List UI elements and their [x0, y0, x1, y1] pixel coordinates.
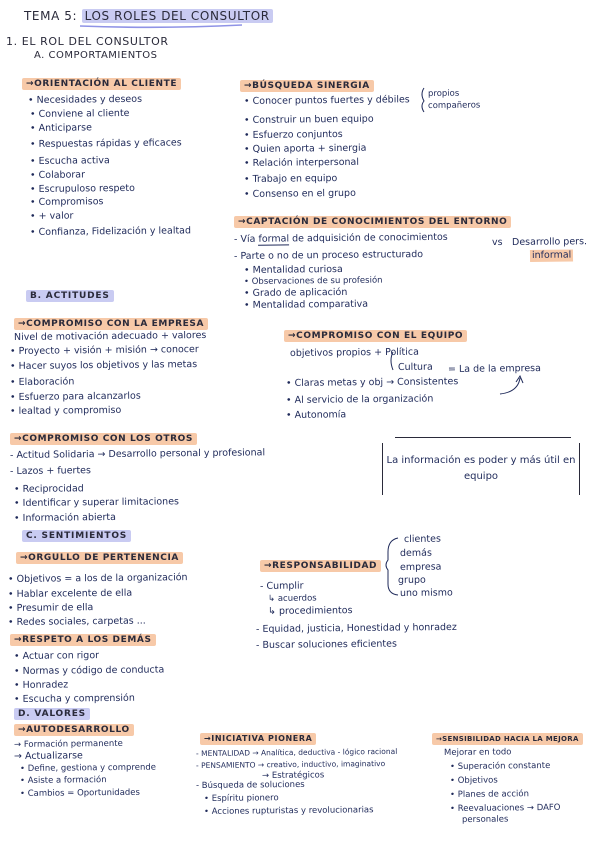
- section-b-title: B. ACTITUDES: [26, 290, 114, 302]
- busqueda-header: →BÚSQUEDA SINERGIA: [240, 80, 374, 92]
- brace-label: empresa: [399, 561, 442, 573]
- list-item: - Buscar soluciones eficientes: [255, 638, 397, 651]
- list-item: • Reciprocidad: [13, 483, 84, 495]
- list-item: ↳ acuerdos: [267, 593, 317, 604]
- list-item: • Autonomía: [285, 409, 347, 421]
- list-item: • Identificar y superar limitaciones: [13, 496, 180, 509]
- list-item: • + valor: [29, 210, 74, 222]
- comp-equipo-header: →COMPROMISO CON EL EQUIPO: [284, 330, 467, 342]
- brace-label: compañeros: [427, 100, 481, 111]
- comp-empresa-header: →COMPROMISO CON LA EMPRESA: [14, 318, 208, 330]
- list-item: • Grado de aplicación: [243, 286, 348, 299]
- list-item: • Esfuerzo conjuntos: [243, 128, 343, 141]
- list-item: • Consenso en el grupo: [243, 187, 356, 200]
- section-d-title: D. VALORES: [14, 708, 90, 720]
- captacion-vs: vs: [491, 236, 503, 248]
- list-item: • Honradez: [13, 679, 69, 691]
- list-item: personales: [461, 814, 509, 825]
- list-item: • Cambios = Oportunidades: [19, 787, 141, 799]
- brace-label: clientes: [403, 533, 441, 545]
- list-item: • Escrupuloso respeto: [29, 182, 135, 195]
- list-item: • Mentalidad comparativa: [243, 298, 369, 311]
- list-item: • Relación interpersonal: [243, 156, 360, 169]
- list-item: • lealtad y compromiso: [9, 404, 122, 417]
- list-item: Nivel de motivación adecuado + valores: [13, 329, 207, 343]
- responsabilidad-header: →RESPONSABILIDAD: [260, 560, 381, 572]
- list-item: • Esfuerzo para alcanzarlos: [9, 390, 141, 403]
- list-item: • Quien aporta + sinergia: [243, 142, 367, 155]
- captacion-desarrollo: Desarrollo pers.: [511, 236, 588, 248]
- comp-otros-line2: - Lazos + fuertes: [9, 465, 92, 477]
- captacion-header: →CAPTACIÓN DE CONOCIMIENTOS DEL ENTORNO: [234, 216, 511, 228]
- list-item: • Reevaluaciones → DAFO: [449, 802, 561, 814]
- section-c-title: C. SENTIMIENTOS: [22, 530, 131, 542]
- list-item: • Espíritu pionero: [203, 793, 279, 804]
- list-item: • Elaboración: [9, 376, 75, 388]
- list-item: • Normas y código de conducta: [13, 664, 165, 677]
- brace-cultura: [391, 352, 393, 370]
- comp-otros-header: →COMPROMISO CON LOS OTROS: [10, 433, 197, 445]
- list-item: • Conocer puntos fuertes y débiles: [243, 94, 410, 107]
- captacion-adq: de adquisición de conocimientos: [292, 231, 448, 245]
- brace-responsabilidad: [386, 538, 398, 595]
- brace-label: demás: [399, 547, 432, 559]
- list-item: • Hablar excelente de ella: [7, 587, 133, 600]
- list-item: • Confianza, Fidelización y lealtad: [29, 225, 192, 238]
- list-item: • Escucha activa: [29, 155, 110, 167]
- autodesarrollo-header: →AUTODESARROLLO: [14, 724, 134, 736]
- captacion-line2: - Parte o no de un proceso estructurado: [233, 249, 424, 262]
- section-1-title: 1. EL ROL DEL CONSULTOR: [6, 35, 169, 48]
- title-prefix: TEMA 5:: [24, 9, 78, 23]
- sensibilidad-header: →SENSIBILIDAD HACIA LA MEJORA: [432, 733, 583, 745]
- respeto-header: →RESPETO A LOS DEMÁS: [10, 634, 156, 646]
- list-item: • Acciones rupturistas y revolucionarias: [203, 805, 374, 817]
- list-item: • Información abierta: [13, 511, 116, 524]
- list-item: → Formación permanente: [13, 738, 123, 750]
- comp-equipo-eq: = La de la empresa: [447, 363, 541, 375]
- orgullo-header: →ORGULLO DE PERTENENCIA: [16, 552, 183, 564]
- comp-otros-line1: - Actitud Solidaria → Desarrollo personal y profesional: [9, 447, 266, 461]
- list-item: → Estratégicos: [261, 770, 325, 781]
- list-item: • Necesidades y deseos: [27, 93, 143, 106]
- comp-equipo-obj: objetivos propios + Política: [289, 346, 420, 359]
- title-underline: [80, 25, 242, 27]
- list-item: - Búsqueda de soluciones: [195, 779, 305, 791]
- captacion-informal: informal: [530, 250, 573, 262]
- list-item: Mejorar en todo: [443, 747, 512, 758]
- iniciativa-header: →INICIATIVA PIONERA: [200, 733, 316, 745]
- list-item: • Hacer suyos los objetivos y las metas: [9, 359, 198, 372]
- brace-propios: [422, 88, 424, 112]
- orientacion-header: →ORIENTACIÓN AL CLIENTE: [22, 78, 181, 90]
- list-item: • Claras metas y obj → Consistentes: [285, 376, 459, 389]
- list-item: • Mentalidad curiosa: [243, 263, 343, 276]
- list-item: • Objetivos: [449, 775, 498, 786]
- list-item: • Escucha y comprensión: [13, 692, 135, 705]
- list-item: • Planes de acción: [449, 789, 530, 800]
- comp-equipo-cultura: Cultura: [397, 361, 433, 373]
- list-item: • Asiste a formación: [19, 775, 107, 786]
- list-item: - MENTALIDAD → Analítica, deductiva - lógico racional: [195, 746, 398, 758]
- list-item: • Construir un buen equipo: [243, 113, 374, 126]
- list-item: • Anticiparse: [29, 122, 92, 134]
- list-item: ↳ procedimientos: [267, 605, 353, 617]
- list-item: • Proyecto + visión + misión → conocer: [9, 344, 199, 357]
- brace-label: grupo: [397, 574, 426, 586]
- quote-text: La información es poder y más útil en equipo: [386, 455, 576, 482]
- title-highlight: LOS ROLES DEL CONSULTOR: [82, 9, 273, 23]
- list-item: • Objetivos = a los de la organización: [7, 572, 188, 585]
- list-item: • Redes sociales, carpetas ...: [7, 615, 146, 628]
- list-item: • Conviene al cliente: [29, 107, 130, 120]
- list-item: → Actualizarse: [13, 750, 83, 762]
- list-item: • Presumir de ella: [7, 602, 94, 614]
- list-item: • Actuar con rigor: [13, 650, 100, 662]
- list-item: - Cumplir: [259, 580, 304, 592]
- list-item: • Colaborar: [29, 169, 86, 181]
- captacion-via: - Vía: [233, 233, 256, 245]
- list-item: - Equidad, justicia, Honestidad y honradez: [255, 621, 457, 635]
- list-item: • Trabajo en equipo: [243, 173, 338, 185]
- list-item: • Respuestas rápidas y eficaces: [29, 137, 182, 150]
- list-item: • Define, gestiona y comprende: [19, 762, 156, 774]
- list-item: • Compromisos: [29, 196, 104, 208]
- list-item: • Observaciones de su profesión: [243, 275, 383, 287]
- brace-label: propios: [427, 88, 460, 99]
- list-item: - PENSAMIENTO → creativo, inductivo, imaginativo: [195, 759, 386, 770]
- list-item: • Superación constante: [449, 760, 551, 772]
- list-item: • Al servicio de la organización: [285, 393, 434, 406]
- captacion-formal: formal: [258, 233, 290, 245]
- section-a-title: A. COMPORTAMIENTOS: [34, 50, 158, 61]
- brace-label: uno mismo: [399, 587, 453, 599]
